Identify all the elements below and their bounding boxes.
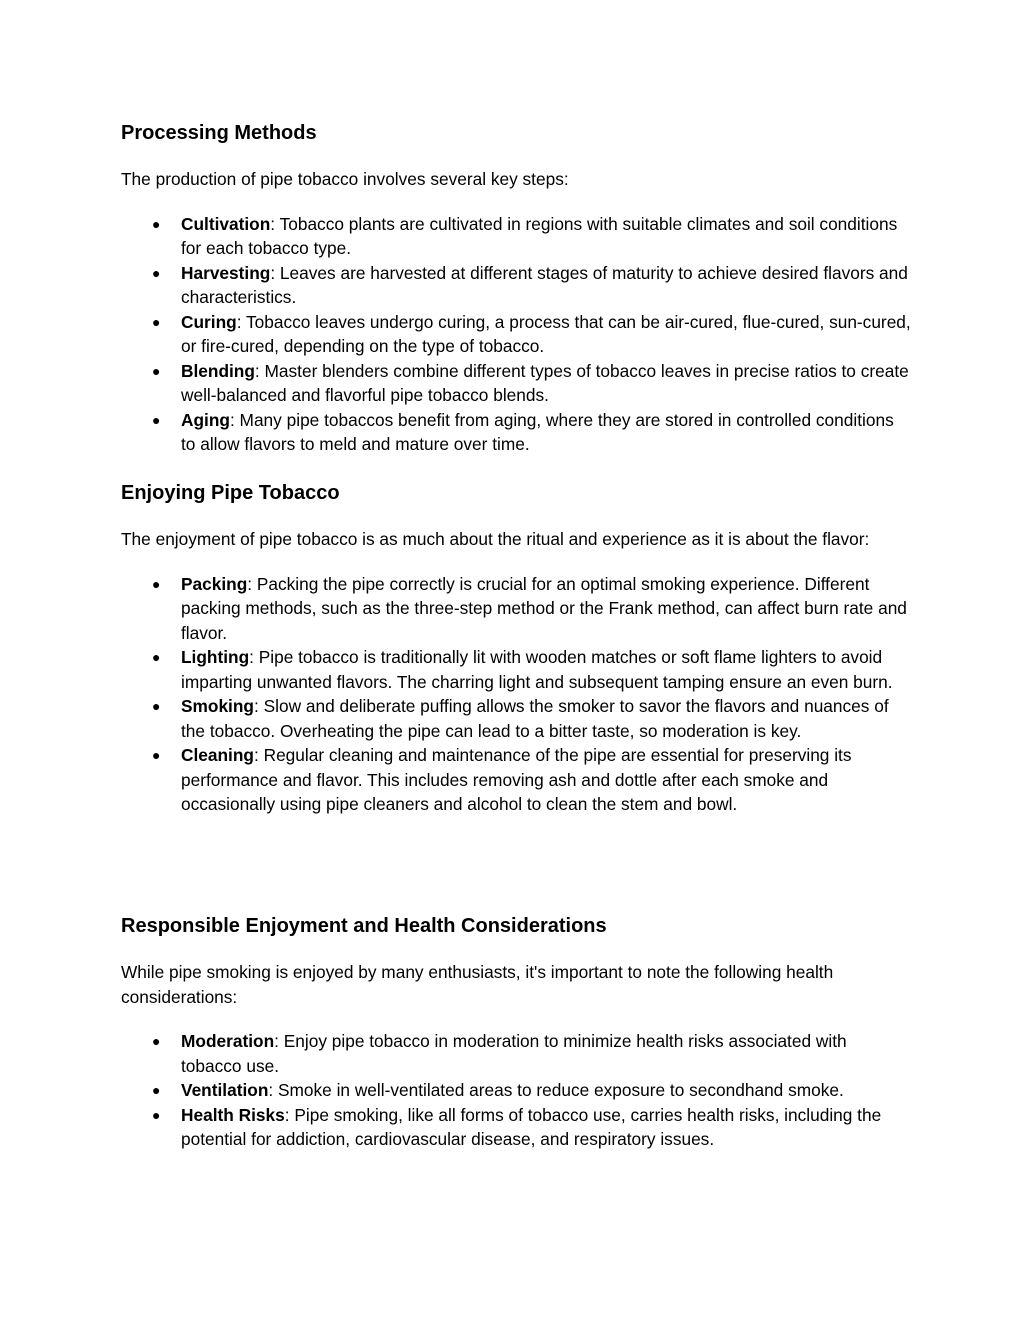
item-text: : Leaves are harvested at different stages of maturity to achieve desired flavors and characteristics.: [181, 262, 908, 307]
bullet-icon: ●: [152, 313, 161, 330]
item-text: : Master blenders combine different types of tobacco leaves in precise ratios to create well-balanced and flavorful pipe tobacco blends.: [181, 360, 909, 405]
section-responsible-enjoyment: [121, 913, 911, 1152]
item-text: : Slow and deliberate puffing allows the smoker to savor the flavors and nuances of the tobacco. Overheating the pipe can lead to a bitter taste, so moderation is key.: [181, 696, 889, 741]
item-text: : Packing the pipe correctly is crucial for an optimal smoking experience. Different packing methods, such as the three-step method or the Frank method, can affect burn rate and flavor.: [181, 573, 907, 643]
section-enjoying-pipe-tobacco: [121, 480, 911, 817]
item-term: Health Risks: [181, 1104, 285, 1125]
item-term: Moderation: [181, 1031, 275, 1051]
bullet-list: [121, 212, 911, 457]
section-intro: While pipe smoking is enjoyed by many enthusiasts, it's important to note the following health considerations:: [121, 962, 834, 1007]
bullet-icon: ●: [152, 1106, 161, 1123]
list-item: [121, 359, 911, 408]
item-term: Smoking: [181, 696, 254, 716]
list-item: [121, 261, 911, 310]
list-item: [121, 572, 911, 646]
item-term: Harvesting: [181, 262, 271, 283]
bullet-icon: ●: [152, 747, 161, 763]
bullet-icon: ●: [152, 411, 161, 428]
section-heading: Processing Methods: [121, 122, 317, 144]
bullet-list: [121, 1029, 911, 1152]
item-text: : Pipe smoking, like all forms of tobacco use, carries health risks, including the potential for addiction, cardiovascular disease, and respiratory issues.: [181, 1104, 882, 1149]
bullet-icon: ●: [152, 362, 161, 379]
item-term: Ventilation: [181, 1080, 269, 1100]
list-item: [121, 694, 911, 743]
section-processing-methods: [121, 120, 911, 457]
bullet-icon: ●: [152, 1033, 161, 1049]
section-heading: Responsible Enjoyment and Health Considerations: [121, 915, 607, 937]
section-heading: Enjoying Pipe Tobacco: [121, 482, 340, 504]
list-item: [121, 1078, 911, 1103]
item-term: Blending: [181, 360, 255, 381]
list-item: [121, 1029, 911, 1078]
item-term: Curing: [181, 311, 237, 332]
item-text: : Regular cleaning and maintenance of the pipe are essential for preserving its performance and flavor. This includes removing ash and dottle after each smoke and occasionally using pipe cleaners and alcohol to clean the stem and bowl.: [181, 745, 852, 814]
list-item: [121, 212, 911, 261]
bullet-icon: ●: [152, 575, 161, 592]
item-term: Lighting: [181, 647, 250, 667]
item-term: Cultivation: [181, 213, 271, 234]
bullet-list: [121, 572, 911, 817]
item-text: : Smoke in well-ventilated areas to reduce exposure to secondhand smoke.: [268, 1080, 844, 1100]
item-text: : Tobacco plants are cultivated in regions with suitable climates and soil conditions for each tobacco type.: [181, 213, 898, 258]
item-text: : Tobacco leaves undergo curing, a process that can be air-cured, flue-cured, sun-cured, or fire-cured, depending on the type of tobacco.: [181, 311, 911, 356]
item-term: Cleaning: [181, 745, 254, 765]
section-intro: The production of pipe tobacco involves several key steps:: [121, 169, 569, 189]
list-item: [121, 408, 911, 457]
bullet-icon: ●: [152, 1082, 161, 1098]
section-intro: The enjoyment of pipe tobacco is as much about the ritual and experience as it is about the flavor:: [121, 529, 870, 549]
bullet-icon: ●: [152, 215, 161, 232]
item-term: Packing: [181, 573, 248, 594]
item-term: Aging: [181, 409, 230, 430]
bullet-icon: ●: [152, 649, 161, 665]
item-text: : Many pipe tobaccos benefit from aging, where they are stored in controlled conditions to allow flavors to meld and mature over time.: [181, 409, 894, 454]
bullet-icon: ●: [152, 264, 161, 281]
list-item: [121, 645, 911, 694]
bullet-icon: ●: [152, 698, 161, 714]
list-item: [121, 310, 911, 359]
item-text: : Pipe tobacco is traditionally lit with wooden matches or soft flame lighters to avoid imparting unwanted flavors. The charring light and subsequent tamping ensure an even burn.: [181, 647, 893, 692]
list-item: [121, 1103, 911, 1152]
list-item: [121, 743, 911, 817]
item-text: : Enjoy pipe tobacco in moderation to minimize health risks associated with tobacco use.: [181, 1031, 847, 1076]
